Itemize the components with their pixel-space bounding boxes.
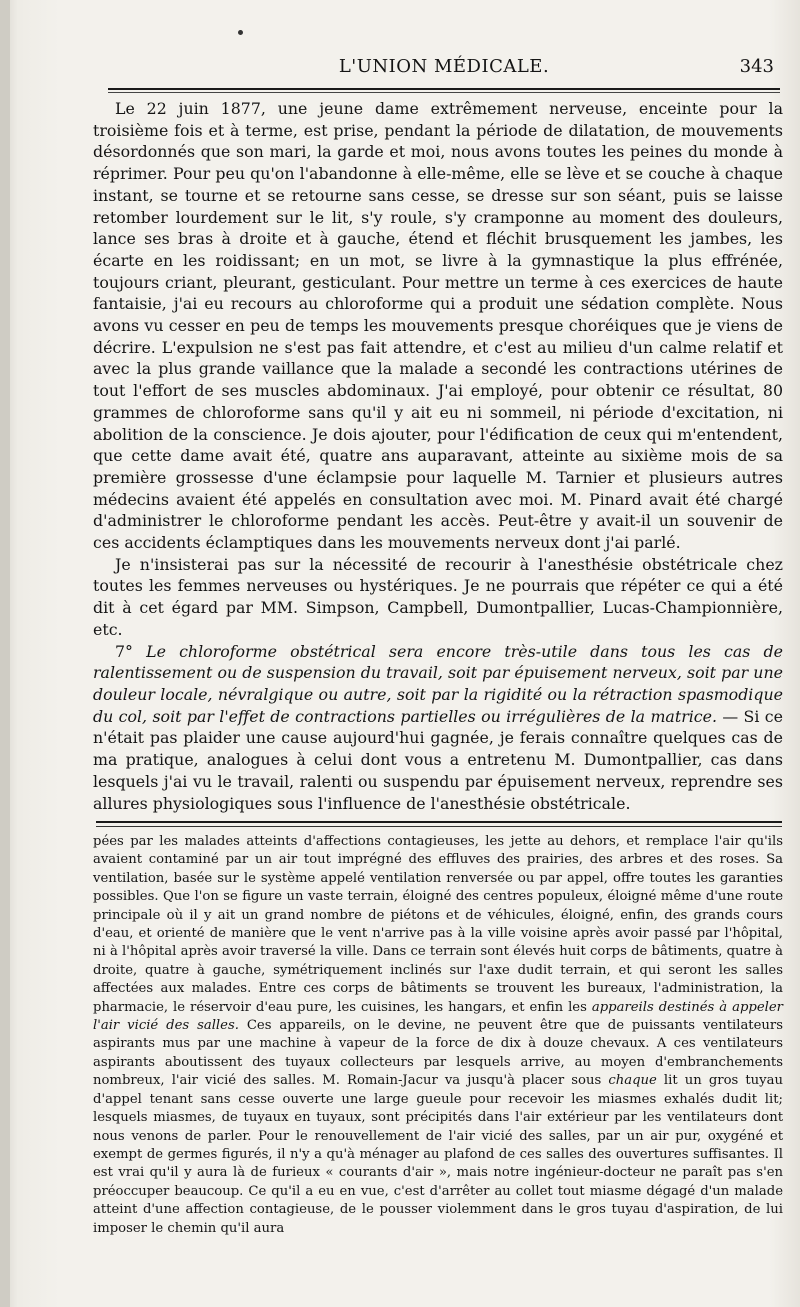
paragraph-case-report: Le 22 juin 1877, une jeune dame extrêmement nerveuse, enceinte pour la troisième fois et à terme, est prise, pendant la période de dilatation, de mouvements désordonnés que son mari, la garde et moi, nous avons toutes les peines du monde à réprimer. Pour peu qu'on l'abandonne à elle-même, elle se lève et se couche à chaque instant, se tourne et se retourne sans cesse, se dresse sur son séant, puis se laisse retomber lourdement sur le lit, s'y roule, s'y cramponne au moment des douleurs, lance ses bras à droite et à gauche, étend et fléchit brusquement les jambes, les écarte en les roidissant; en un mot, se livre à la gymnastique la plus effrénée, toujours criant, pleurant, gesticulant. Pour mettre un terme à ces exercices de haute fantaisie, j'ai eu recours au chloroforme qui a produit une sédation complète. Nous avons vu cesser en peu de temps les mouvements presque choréiques que je viens de décrire. L'expulsion ne s'est pas fait attendre, et c'est au milieu d'un calme relatif et avec la plus grande vaillance que la malade a secondé les contractions utérines de tout l'effort de ses muscles abdominaux. J'ai employé, pour obtenir ce résultat, 80 grammes de chloroforme sans qu'il y ait eu ni sommeil, ni période d'excitation, ni abolition de la conscience. Je dois ajouter, pour l'édification de ceux qui m'entendent, que cette dame avait été, quatre ans auparavant, atteinte au sixième mois de sa première grossesse d'une éclampsie pour laquelle M. Tarnier et plusieurs autres médecins avaient été appelés en consultation avec moi. M. Pinard avait été chargé d'administrer le chloroforme pendant les accès. Peut-être y avait-il un souvenir de ces accidents éclamptiques dans les mouvements nerveux dont j'ai parlé. xyxy=(93,99,783,553)
point-7-continuation: — Si ce n'était pas plaider une cause aujourd'hui gagnée, je ferais connaître quelques cas de ma pratique, analogues à celui dont vous a entretenu M. Dumontpallier, cas dans lesquels j'ai vu le travail, ralenti ou suspendu par épuisement nerveux, reprendre ses allures physiologiques sous l'influence de l'anesthésie obstétricale. xyxy=(93,706,783,813)
footnote-part-2: Ces appareils, on le devine, ne peuvent être que de puissants ventilateurs aspirants mus par une machine à vapeur de la force de dix à douze chevaux. A ces ventilateurs aspirants aboutissent des tuyaux collecteurs par lesquels arrive, au moyen d'embranchements nombreux, l'air vicié des salles. M. Romain-Jacur va jusqu'à placer sous xyxy=(93,1018,783,1089)
paragraph-point-7 xyxy=(93,641,783,815)
footnote-separator-thick xyxy=(96,821,782,823)
point-7-italic-statement: Le chloroforme obstétrical sera encore très-utile dans tous les cas de ralentissement ou de suspension du travail, soit par épuisement nerveux, soit par une douleur locale, névralgique ou autre, soit par la rigidité ou la rétraction spasmodique du col, soit par l'effet de contractions partielles ou irrégulières de la matrice. xyxy=(93,641,783,726)
page-gutter-shadow xyxy=(0,0,10,1307)
paragraph-nervous-women: Je n'insisterai pas sur la nécessité de recourir à l'anesthésie obstétricale chez toutes les femmes nerveuses ou hystériques. Je ne pourrais que répéter ce qui a été dit à cet égard par MM. Simpson, Campbell, Dumontpallier, Lucas-Championnière, etc. xyxy=(93,554,783,639)
header-rule-thin xyxy=(108,92,780,93)
page-number: 343 xyxy=(739,56,774,77)
journal-title: L'UNION MÉDICALE. xyxy=(338,56,550,77)
footnote-part-1: pées par les malades atteints d'affections contagieuses, les jette au dehors, et remplace l'air qu'ils avaient contaminé par un air tout imprégné des effluves des prairies, des arbres et des roses. Sa ventilation, basée sur le système appelé ventilation renversée ou par appel, offre toutes les garanties possibles. Que l'on se figure un vaste terrain, éloigné des centres populeux, éloigné même d'une route principale où il y ait un grand nombre de piétons et de véhicules, éloigné, enfin, des grands cours d'eau, et orienté de manière que le vent n'arrive pas à la ville voisine après avoir passé par l'hôpital, ni à l'hôpital après avoir traversé la ville. Dans ce terrain sont élevés huit corps de bâtiments, quatre à droite, quatre à gauche, symétriquement inclinés sur l'axe dudit terrain, et qui seront les salles affectées aux malades. Entre ces corps de bâtiments se trouvent les bureaux, l'administration, la pharmacie, le réservoir d'eau pure, les cuisines, les hangars, et enfin les xyxy=(93,834,783,1015)
running-header xyxy=(108,56,780,78)
footnote-text xyxy=(93,833,783,1238)
point-number: 7° xyxy=(115,641,133,661)
ink-speck xyxy=(238,30,243,35)
footnote-italic-1: appareils destinés à appeler l'air vicié des salles. xyxy=(93,999,783,1034)
footnote-italic-2: chaque xyxy=(608,1073,657,1089)
header-rule-thick xyxy=(108,88,780,90)
footnote-part-3: lit un gros tuyau d'appel tenant sans cesse ouverte une large gueule pour recevoir les miasmes exhalés dudit lit; lesquels miasmes, de tuyaux en tuyaux, sont précipités dans l'air extérieur par les ventilateurs dont nous venons de parler. Pour le renouvellement de l'air vicié des salles, par un air pur, oxygéné et exempt de germes figurés, il n'y a qu'à ménager au plafond de ces salles des ouvertures suffisantes. Il est vrai qu'il y aura là de furieux « courants d'air », mais notre ingénieur-docteur ne paraît pas s'en préoccuper beaucoup. Ce qu'il a eu en vue, c'est d'arrêter au collet tout miasme dégagé d'un malade atteint d'une affection contagieuse, de le pousser violemment dans le gros tuyau d'aspiration, de lui imposer le chemin qu'il aura xyxy=(93,1073,783,1236)
main-text xyxy=(93,98,783,814)
footnote-paragraph xyxy=(93,833,783,1238)
footnote-separator-thin xyxy=(96,826,782,827)
